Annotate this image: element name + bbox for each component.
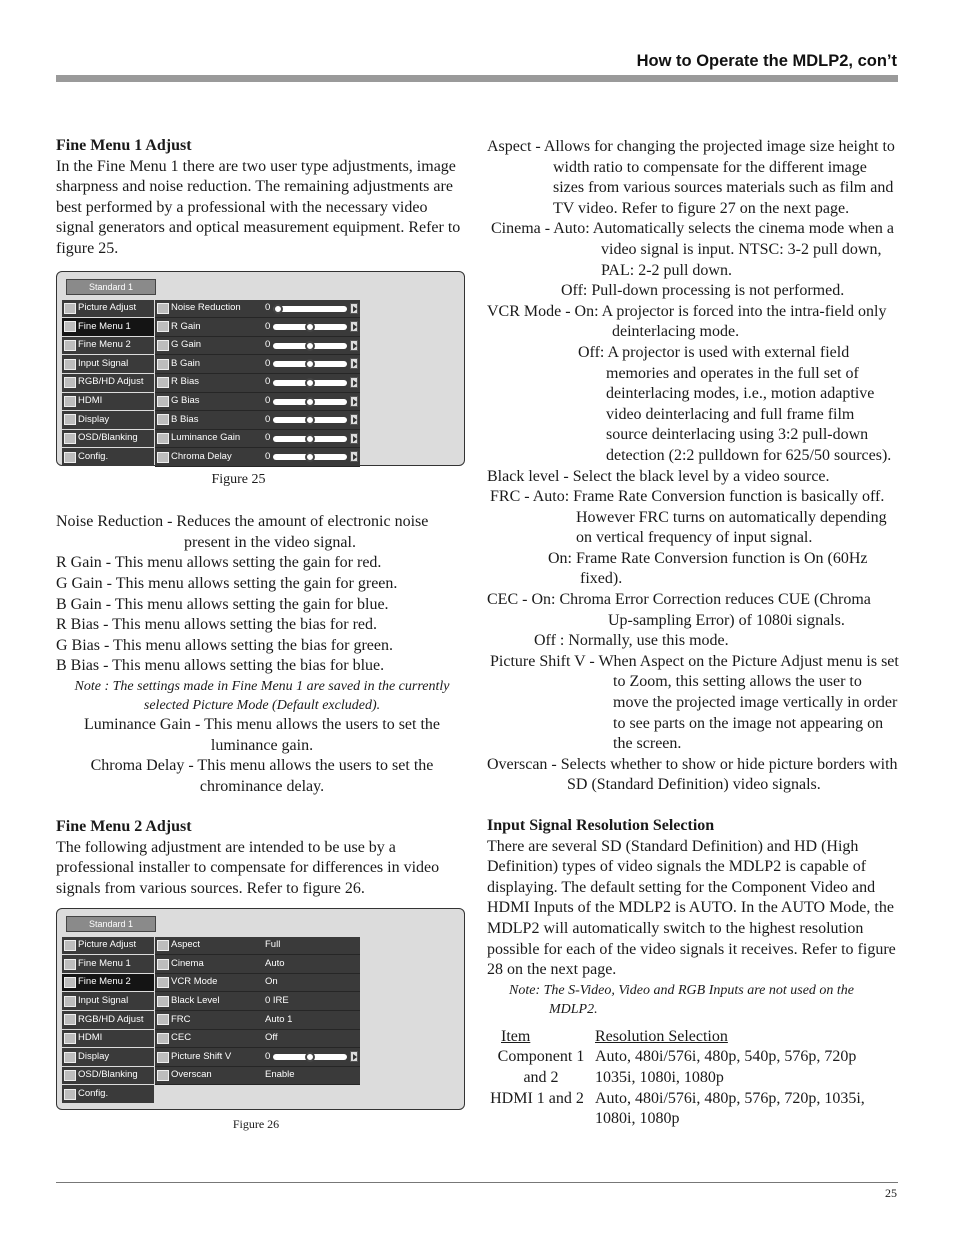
sidebar-item-label: Display xyxy=(78,1050,110,1062)
row-label: G Bias xyxy=(171,395,200,407)
resolution-table xyxy=(487,1027,899,1130)
slider-knob[interactable] xyxy=(305,452,315,462)
desc-luminance-gain: Luminance Gain - This menu allows the users to set the luminance gain. xyxy=(83,715,441,754)
figure-26-caption: Figure 26 xyxy=(232,1116,280,1131)
slider-knob[interactable] xyxy=(305,1052,315,1062)
chroma-icon xyxy=(157,452,169,463)
sidebar-item-label: HDMI xyxy=(78,1032,103,1044)
sidebar-item-label: Display xyxy=(78,413,110,425)
desc-vcr-off: Off: A projector is used with external field memories and operates in the full set of deinterlacing modes, i.e., motion adaptive video deinterlacing and full frame film source deinterlacing using 3:2 pull-down detection (2:2 pulldown for 625/50 sources). xyxy=(578,343,892,464)
desc-frc-on: On: Frame Rate Conversion function is On (60Hz fixed). xyxy=(548,549,868,588)
desc-g-bias: G Bias - This menu allows setting the bias for green. xyxy=(56,636,393,654)
row-label: R Gain xyxy=(171,320,201,332)
sidebar-item-label: Picture Adjust xyxy=(78,939,137,951)
slider-track[interactable] xyxy=(273,324,347,330)
slider-track[interactable] xyxy=(273,436,347,442)
table-header-item: Item xyxy=(501,1027,531,1045)
sidebar-item-fine-menu-1[interactable] xyxy=(62,955,154,973)
display-icon xyxy=(64,414,76,425)
sidebar-item-input-signal[interactable] xyxy=(62,355,154,373)
row-label: Aspect xyxy=(171,939,201,951)
hdmi-icon xyxy=(64,396,76,407)
gain-icon xyxy=(157,340,169,351)
fine-menu-icon xyxy=(64,321,76,332)
fine-menu-1-note: Note : The settings made in Fine Menu 1 are saved in the currently selected Picture Mode (Default excluded). xyxy=(74,678,450,713)
sidebar-item-hdmi[interactable] xyxy=(62,1030,154,1048)
overscan-icon xyxy=(157,1070,169,1081)
menu-row-g-gain[interactable] xyxy=(155,337,360,355)
slider-track[interactable] xyxy=(273,1054,347,1060)
row-label: VCR Mode xyxy=(171,976,218,988)
sidebar-item-label: OSD/Blanking xyxy=(78,1069,138,1081)
sidebar-item-label: HDMI xyxy=(78,395,103,407)
slider-knob[interactable] xyxy=(273,304,283,314)
slider-track[interactable] xyxy=(273,417,347,423)
sidebar-item-fine-menu-1[interactable] xyxy=(62,318,154,336)
sidebar-item-config[interactable] xyxy=(62,448,154,466)
sidebar-item-label: Fine Menu 2 xyxy=(78,976,131,988)
sidebar-item-fine-menu-2[interactable] xyxy=(62,337,154,355)
sidebar-item-picture-adjust[interactable] xyxy=(62,937,154,955)
row-label: B Gain xyxy=(171,357,201,369)
desc-cec-off: Off : Normally, use this mode. xyxy=(534,632,729,650)
fine-menu-1-intro: In the Fine Menu 1 there are two user type adjustments, image sharpness and noise reduction. The remaining adjustments are best performed by a professional with the necessary video signal generators and optical measurement equipment. Refer to figure 25. xyxy=(56,157,461,257)
row-label: Black Level xyxy=(171,994,220,1006)
menu-row-cinema[interactable] xyxy=(155,955,360,973)
sidebar-item-osd-blanking[interactable] xyxy=(62,430,154,448)
slider-knob[interactable] xyxy=(305,322,315,332)
fine-menu-icon xyxy=(64,977,76,988)
bias-icon xyxy=(157,396,169,407)
row-value: 0 xyxy=(265,450,271,462)
bias-icon xyxy=(157,414,169,425)
page-number: 25 xyxy=(885,1186,897,1200)
arrow-right-icon[interactable] xyxy=(350,414,358,425)
desc-aspect: Aspect - Allows for changing the projected image size height to width ratio to compensate for the different image sizes from various sources materials such as film and TV video. Refer to figure 27 on the next page. xyxy=(487,138,895,217)
slider-knob[interactable] xyxy=(305,359,315,369)
desc-g-gain: G Gain - This menu allows setting the gain for green. xyxy=(56,574,398,592)
aspect-icon xyxy=(157,940,169,951)
black-level-icon xyxy=(157,996,169,1007)
menu-sidebar xyxy=(62,937,154,1104)
menu-sidebar xyxy=(62,300,154,467)
fine-menu-icon xyxy=(64,340,76,351)
menu-row-noise-reduction[interactable] xyxy=(155,300,360,318)
row-value: On xyxy=(265,976,278,988)
slider-track[interactable] xyxy=(273,380,347,386)
arrow-right-icon[interactable] xyxy=(350,1051,358,1062)
slider-knob[interactable] xyxy=(305,415,315,425)
row-value: Auto 1 xyxy=(265,1013,293,1025)
sidebar-item-display[interactable] xyxy=(62,411,154,429)
desc-cec-on: CEC - On: Chroma Error Correction reduces CUE (Chroma Up-sampling Error) of 1080i signals. xyxy=(487,591,871,629)
sidebar-item-rgb-hd-adjust[interactable] xyxy=(62,1011,154,1029)
table-cell-resolution: Auto, 480i/576i, 480p, 540p, 576p, 720p 1035i, 1080i, 1080p xyxy=(595,1048,857,1086)
arrow-right-icon[interactable] xyxy=(350,303,358,314)
picture-adjust-icon xyxy=(64,940,76,951)
row-value: Off xyxy=(265,1032,278,1044)
desc-b-bias: B Bias - This menu allows setting the bias for blue. xyxy=(56,657,385,675)
row-value: 0 xyxy=(265,339,271,351)
figure-25-menu xyxy=(56,271,465,466)
slider-knob[interactable] xyxy=(305,341,315,351)
input-signal-icon xyxy=(64,996,76,1007)
desc-noise-reduction: Noise Reduction - Reduces the amount of electronic noise present in the video signal. xyxy=(56,513,429,551)
display-icon xyxy=(64,1052,76,1063)
sidebar-item-label: RGB/HD Adjust xyxy=(78,376,144,388)
slider-knob[interactable] xyxy=(305,378,315,388)
menu-row-frc[interactable] xyxy=(155,1011,360,1029)
fine-menu-1-panel xyxy=(155,300,360,467)
figure-26-menu xyxy=(56,908,465,1110)
sidebar-item-label: OSD/Blanking xyxy=(78,432,138,444)
desc-r-bias: R Bias - This menu allows setting the bias for red. xyxy=(56,616,377,634)
footer-rule xyxy=(56,1182,898,1183)
arrow-right-icon[interactable] xyxy=(350,358,358,369)
desc-chroma-delay: Chroma Delay - This menu allows the users to set the chrominance delay. xyxy=(90,757,434,795)
slider-knob[interactable] xyxy=(305,397,315,407)
row-label: G Gain xyxy=(171,339,202,351)
sidebar-item-config[interactable] xyxy=(62,1085,154,1103)
sidebar-item-rgb-hd-adjust[interactable] xyxy=(62,374,154,392)
row-label: Picture Shift V xyxy=(171,1050,232,1062)
osd-icon xyxy=(64,1070,76,1081)
table-cell-item: Component 1 and 2 xyxy=(497,1048,585,1086)
row-value: 0 xyxy=(265,320,271,332)
vcr-icon xyxy=(157,977,169,988)
menu-row-b-bias[interactable] xyxy=(155,411,360,429)
sidebar-item-label: RGB/HD Adjust xyxy=(78,1013,144,1025)
right-column xyxy=(487,137,899,1130)
row-value: 0 xyxy=(265,357,271,369)
input-signal-heading: Input Signal Resolution Selection xyxy=(487,817,715,834)
table-cell-item: HDMI 1 and 2 xyxy=(490,1089,584,1107)
menu-row-chroma-delay[interactable] xyxy=(155,448,360,466)
sidebar-item-label: Fine Menu 1 xyxy=(78,957,131,969)
standard-label: Standard 1 xyxy=(66,916,156,932)
sidebar-item-picture-adjust[interactable] xyxy=(62,300,154,318)
sidebar-item-hdmi[interactable] xyxy=(62,393,154,411)
menu-row-r-bias[interactable] xyxy=(155,374,360,392)
desc-r-gain: R Gain - This menu allows setting the gain for red. xyxy=(56,554,382,572)
config-icon xyxy=(64,452,76,463)
row-value: 0 xyxy=(265,1050,271,1062)
desc-picture-shift-v: Picture Shift V - When Aspect on the Picture Adjust menu is set to Zoom, this setting allows the user to move the projected image vertically in order to see parts on the image not appearing on the screen. xyxy=(490,652,899,753)
desc-cinema-auto: Cinema - Auto: Automatically selects the cinema mode when a video signal is input. NTSC: 3-2 pull down, PAL: 2-2 pull down. xyxy=(491,220,894,279)
picture-adjust-icon xyxy=(64,303,76,314)
slider-track[interactable] xyxy=(273,399,347,405)
arrow-right-icon[interactable] xyxy=(350,433,358,444)
row-label: B Bias xyxy=(171,413,199,425)
row-value: 0 xyxy=(265,395,271,407)
slider-track[interactable] xyxy=(273,454,347,460)
desc-cinema-off: Off: Pull-down processing is not performed. xyxy=(561,282,845,300)
fine-menu-icon xyxy=(64,959,76,970)
table-header-resolution: Resolution Selection xyxy=(595,1027,728,1045)
input-signal-text: There are several SD (Standard Definition) and HD (High Definition) types of video signals the MDLP2 is capable of displaying. The default setting for the Component Video and HDMI Inputs of the MDLP2 is AUTO. In the AUTO Mode, the MDLP2 will automatically switch to the highest resolution possible for each of the video signals it receives. Refer to figure 28 on the next page. xyxy=(487,837,896,979)
slider-track[interactable] xyxy=(273,361,347,367)
slider-track[interactable] xyxy=(273,306,347,312)
picture-shift-icon xyxy=(157,1052,169,1063)
rgb-adjust-icon xyxy=(64,377,76,388)
cec-icon xyxy=(157,1033,169,1044)
menu-row-luminance-gain[interactable] xyxy=(155,430,360,448)
input-signal-icon xyxy=(64,359,76,370)
row-label: CEC xyxy=(171,1032,192,1044)
standard-label: Standard 1 xyxy=(66,279,156,295)
menu-row-black-level[interactable] xyxy=(155,992,360,1010)
noise-reduction-icon xyxy=(157,303,169,314)
sidebar-item-label: Input Signal xyxy=(78,994,129,1006)
sidebar-item-label: Config. xyxy=(78,450,109,462)
menu-row-cec[interactable] xyxy=(155,1030,360,1048)
luminance-icon xyxy=(157,433,169,444)
desc-frc-auto: FRC - Auto: Frame Rate Conversion function is basically off. However FRC turns on automatically depending on vertical frequency of input signal. xyxy=(490,488,887,547)
row-value: 0 xyxy=(265,376,271,388)
row-label: FRC xyxy=(171,1013,191,1025)
bias-icon xyxy=(157,377,169,388)
slider-track[interactable] xyxy=(273,343,347,349)
sidebar-item-display[interactable] xyxy=(62,1048,154,1066)
fine-menu-2-panel xyxy=(155,937,360,1086)
desc-black-level: Black level - Select the black level by a video source. xyxy=(487,467,830,485)
row-value: Auto xyxy=(265,957,285,969)
desc-vcr-on: VCR Mode - On: A projector is forced into the intra-field only deinterlacing mode. xyxy=(487,302,887,341)
sidebar-item-label: Fine Menu 1 xyxy=(78,320,131,332)
desc-b-gain: B Gain - This menu allows setting the gain for blue. xyxy=(56,595,389,613)
row-value: 0 xyxy=(265,413,271,425)
menu-row-b-gain[interactable] xyxy=(155,355,360,373)
row-label: Luminance Gain xyxy=(171,432,241,444)
arrow-right-icon[interactable] xyxy=(350,340,358,351)
row-value: 0 IRE xyxy=(265,994,289,1006)
sidebar-item-label: Picture Adjust xyxy=(78,302,137,314)
row-label: Noise Reduction xyxy=(171,302,241,314)
menu-row-picture-shift-v[interactable] xyxy=(155,1048,360,1066)
arrow-right-icon[interactable] xyxy=(350,451,358,462)
row-label: Chroma Delay xyxy=(171,450,232,462)
figure-25-caption: Figure 25 xyxy=(211,471,266,487)
cinema-icon xyxy=(157,959,169,970)
slider-knob[interactable] xyxy=(305,434,315,444)
row-label: Overscan xyxy=(171,1069,212,1081)
row-label: Cinema xyxy=(171,957,204,969)
row-label: R Bias xyxy=(171,376,199,388)
gain-icon xyxy=(157,359,169,370)
desc-overscan: Overscan - Selects whether to show or hide picture borders with SD (Standard Definition) video signals. xyxy=(487,755,898,794)
menu-row-overscan[interactable] xyxy=(155,1067,360,1085)
fine-menu-2-heading: Fine Menu 2 Adjust xyxy=(56,818,192,836)
row-value: 0 xyxy=(265,302,271,314)
page-header-title: How to Operate the MDLP2, con’t xyxy=(636,52,897,70)
row-value: 0 xyxy=(265,432,271,444)
arrow-right-icon[interactable] xyxy=(350,321,358,332)
left-column xyxy=(56,136,468,1134)
arrow-right-icon[interactable] xyxy=(350,396,358,407)
header-rule xyxy=(56,75,898,82)
config-icon xyxy=(64,1089,76,1100)
gain-icon xyxy=(157,321,169,332)
osd-icon xyxy=(64,433,76,444)
row-value: Full xyxy=(265,939,281,951)
menu-row-r-gain[interactable] xyxy=(155,318,360,336)
menu-row-vcr-mode[interactable] xyxy=(155,974,360,992)
input-signal-note: Note: The S-Video, Video and RGB Inputs are not used on the MDLP2. xyxy=(509,982,855,1017)
hdmi-icon xyxy=(64,1033,76,1044)
rgb-adjust-icon xyxy=(64,1014,76,1025)
menu-row-aspect[interactable] xyxy=(155,937,360,955)
fine-menu-1-heading: Fine Menu 1 Adjust xyxy=(56,137,192,154)
row-value: Enable xyxy=(265,1069,295,1081)
frc-icon xyxy=(157,1014,169,1025)
arrow-right-icon[interactable] xyxy=(350,377,358,388)
sidebar-item-label: Config. xyxy=(78,1087,109,1099)
sidebar-item-label: Fine Menu 2 xyxy=(78,339,131,351)
table-cell-resolution: Auto, 480i/576i, 480p, 576p, 720p, 1035i, 1080i, 1080p xyxy=(595,1089,865,1128)
menu-row-g-bias[interactable] xyxy=(155,393,360,411)
sidebar-item-input-signal[interactable] xyxy=(62,992,154,1010)
fine-menu-2-intro: The following adjustment are intended to be use by a professional installer to compensate for differences in video signals from various sources. Refer to figure 26. xyxy=(56,838,440,898)
sidebar-item-osd-blanking[interactable] xyxy=(62,1067,154,1085)
sidebar-item-label: Input Signal xyxy=(78,357,129,369)
sidebar-item-fine-menu-2[interactable] xyxy=(62,974,154,992)
